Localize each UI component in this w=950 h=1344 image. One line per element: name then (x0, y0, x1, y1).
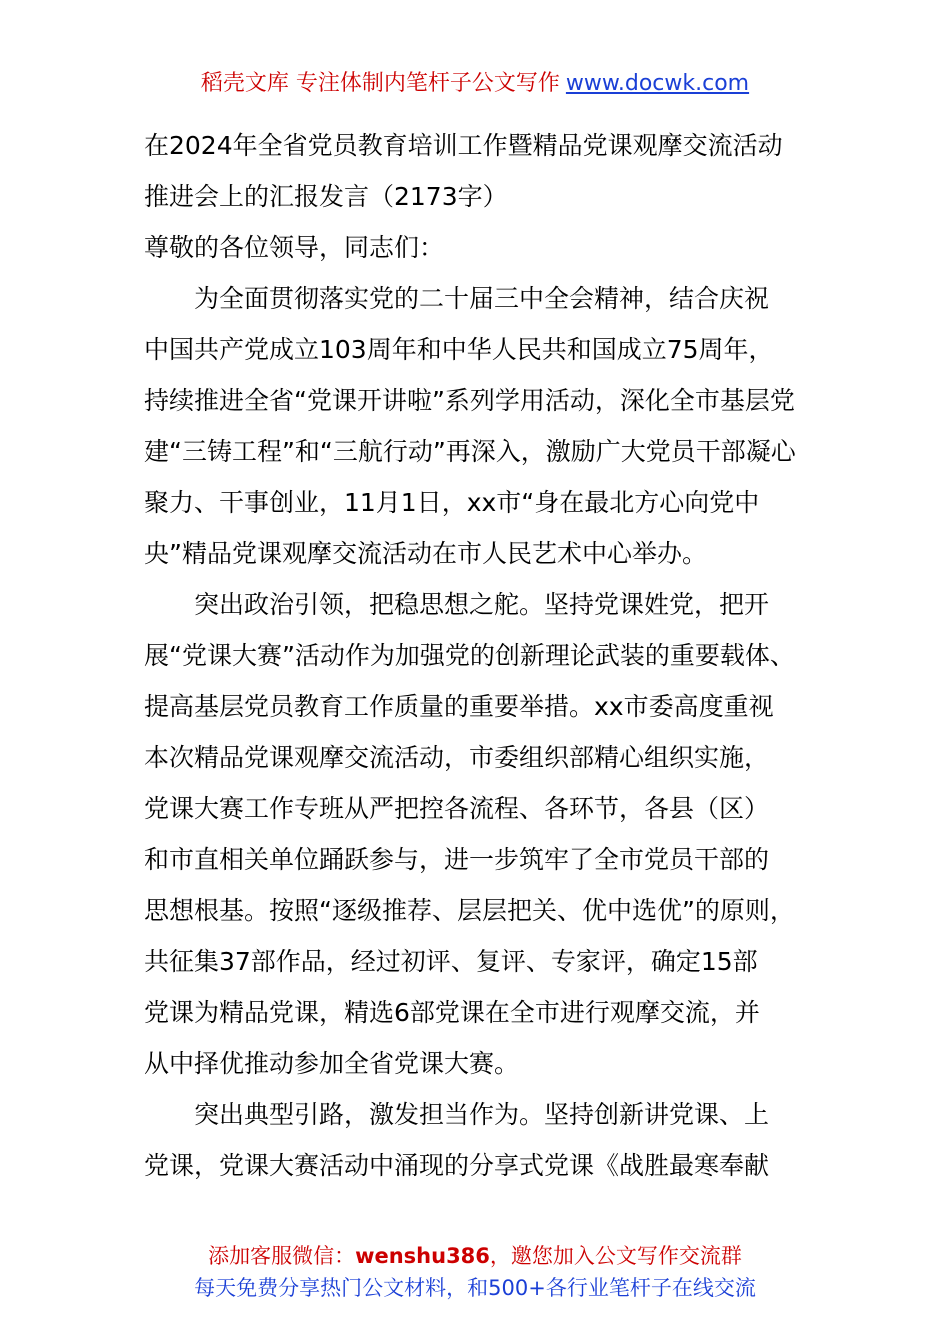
paragraph-line: 从中择优推动参加全省党课大赛。 (144, 1049, 520, 1078)
paragraph-line: 本次精品党课观摩交流活动，市委组织部精心组织实施， (144, 743, 770, 772)
paragraph-line: 展“党课大赛”活动作为加强党的创新理论武装的重要载体、 (144, 641, 795, 670)
paragraph-line: 聚力、干事创业，11月1日，xx市“身在最北方心向党中 (144, 488, 760, 517)
paragraph-line: 和市直相关单位踊跃参与，进一步筑牢了全市党员干部的 (144, 845, 770, 874)
document-body (144, 120, 834, 1191)
paragraph-line: 党课大赛工作专班从严把控各流程、各环节，各县（区） (144, 794, 770, 823)
footer-prefix: 添加客服微信： (208, 1244, 356, 1268)
footer-line-2: 每天免费分享热门公文材料，和500+各行业笔杆子在线交流 (194, 1276, 756, 1300)
watermark-footer (0, 1240, 950, 1304)
watermark-header (0, 68, 950, 100)
paragraph-line: 持续推进全省“党课开讲啦”系列学用活动，深化全市基层党 (144, 386, 795, 415)
footer-line-1 (0, 1240, 950, 1272)
salutation: 尊敬的各位领导，同志们： (144, 233, 445, 262)
paragraph-line: 党课为精品党课，精选6部党课在全市进行观摩交流，并 (144, 998, 760, 1027)
paragraph-line: 突出典型引路，激发担当作为。坚持创新讲党课、上 (194, 1100, 770, 1129)
paragraph-line: 建“三铸工程”和“三航行动”再深入，激励广大党员干部凝心 (144, 437, 796, 466)
footer-suffix: ，邀您加入公文写作交流群 (489, 1244, 742, 1268)
paragraph-line: 央”精品党课观摩交流活动在市人民艺术中心举办。 (144, 539, 707, 568)
paragraph-line: 共征集37部作品，经过初评、复评、专家评，确定15部 (144, 947, 758, 976)
header-brand: 稻壳文库 专注体制内笔杆子公文写作 (200, 71, 560, 96)
title-line: 推进会上的汇报发言（2173字） (144, 182, 508, 211)
paragraph-line: 思想根基。按照“逐级推荐、层层把关、优中选优”的原则， (144, 896, 795, 925)
paragraph-line: 党课，党课大赛活动中涌现的分享式党课《战胜最寒奉献 (144, 1151, 770, 1180)
paragraph-line: 突出政治引领，把稳思想之舵。坚持党课姓党，把开 (194, 590, 770, 619)
paragraph-line: 中国共产党成立103周年和中华人民共和国成立75周年， (144, 335, 774, 364)
paragraph-line: 提高基层党员教育工作质量的重要举措。xx市委高度重视 (144, 692, 774, 721)
footer-wechat-id: wenshu386 (355, 1244, 490, 1268)
title-line: 在2024年全省党员教育培训工作暨精品党课观摩交流活动 (144, 131, 783, 160)
header-url-link[interactable]: www.docwk.com (565, 71, 750, 96)
paragraph-line: 为全面贯彻落实党的二十届三中全会精神，结合庆祝 (194, 284, 770, 313)
